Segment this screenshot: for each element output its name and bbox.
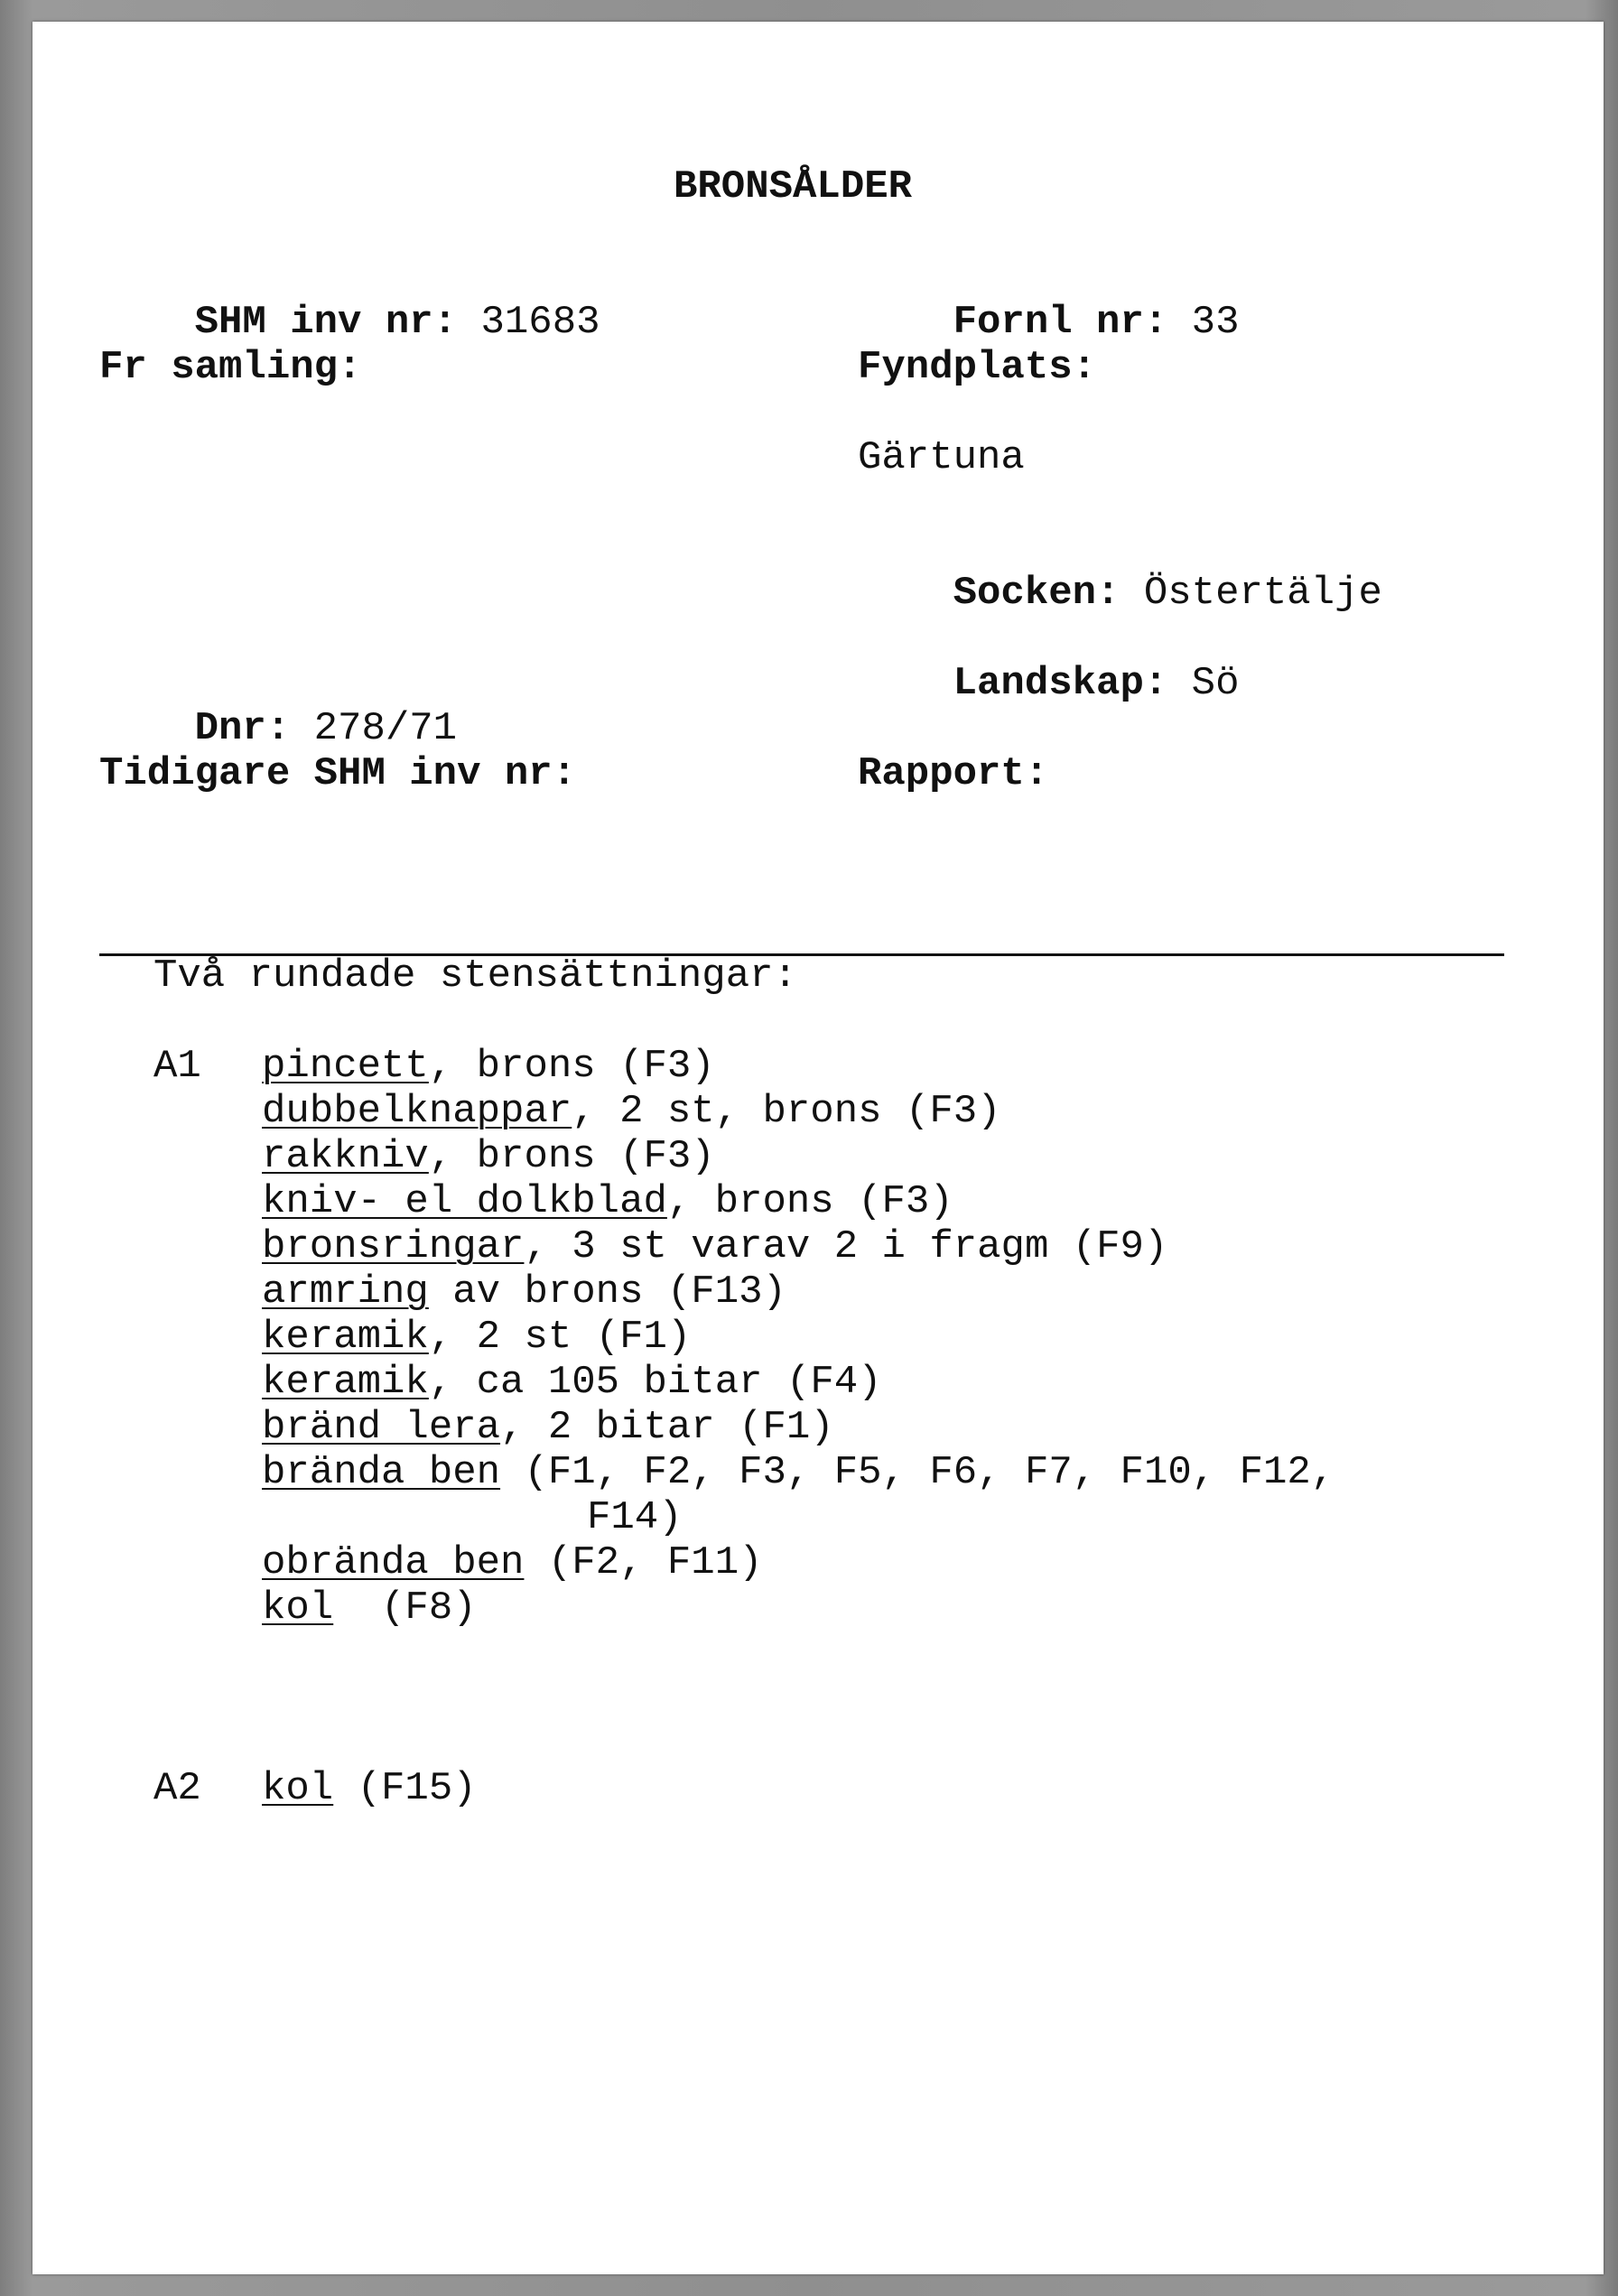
list-item	[262, 1134, 715, 1179]
list-item	[587, 1495, 683, 1540]
item-term: kol	[262, 1766, 334, 1811]
item-term: keramik	[262, 1315, 429, 1360]
item-detail: , 2 st, brons (F3)	[572, 1089, 1001, 1134]
list-item	[262, 1766, 477, 1811]
dnr-value: 278/71	[313, 706, 458, 751]
landskap-label: Landskap:	[953, 661, 1168, 706]
item-term: keramik	[262, 1360, 429, 1405]
item-term: brända ben	[262, 1450, 501, 1495]
a2-label: A2	[153, 1766, 201, 1811]
list-item	[262, 1540, 763, 1585]
item-term: bronsringar	[262, 1224, 525, 1269]
list-item	[262, 1450, 1334, 1495]
page-title: BRONSÅLDER	[674, 164, 913, 209]
list-item	[262, 1360, 882, 1405]
rapport-label: Rapport:	[858, 751, 1049, 796]
list-item	[262, 1044, 715, 1089]
item-detail: (F2, F11)	[524, 1540, 763, 1585]
item-term: rakkniv	[262, 1134, 429, 1179]
item-detail: (F8)	[333, 1585, 477, 1631]
landskap-value: Sö	[1191, 661, 1240, 706]
item-term: pincett	[262, 1044, 429, 1089]
a1-label: A1	[153, 1044, 201, 1089]
intro-text: Två rundade stensättningar:	[153, 953, 797, 999]
shm-inv-value: 31683	[480, 300, 600, 345]
socken-label: Socken:	[953, 571, 1121, 616]
item-detail: , 2 st (F1)	[428, 1315, 692, 1360]
landskap-field	[858, 616, 1239, 751]
item-detail: , ca 105 bitar (F4)	[428, 1360, 882, 1405]
list-item	[262, 1585, 477, 1631]
document-page	[33, 22, 1604, 2274]
list-item	[262, 1089, 1001, 1134]
item-detail: , brons (F3)	[428, 1134, 715, 1179]
item-detail: (F15)	[333, 1766, 477, 1811]
list-item	[262, 1224, 1167, 1269]
item-detail: (F1, F2, F3, F5, F6, F7, F10, F12,	[500, 1450, 1335, 1495]
item-term: obrända ben	[262, 1540, 525, 1585]
item-term: kol	[262, 1585, 334, 1631]
item-detail: , 3 st varav 2 i fragm (F9)	[524, 1224, 1168, 1269]
item-term: kniv- el dolkblad	[262, 1179, 667, 1224]
fyndplats-label: Fyndplats:	[858, 345, 1097, 390]
item-detail: , brons (F3)	[428, 1044, 715, 1089]
fyndplats-value: Gärtuna	[858, 435, 1025, 480]
fornl-label: Fornl nr:	[953, 300, 1168, 345]
item-detail: , brons (F3)	[666, 1179, 953, 1224]
list-item	[262, 1315, 691, 1360]
item-detail: av brons (F13)	[428, 1269, 786, 1315]
shm-inv-label: SHM inv nr:	[194, 300, 458, 345]
tidigare-shm-label: Tidigare SHM inv nr:	[99, 751, 577, 796]
socken-value: Östertälje	[1143, 571, 1382, 616]
item-detail: F14)	[587, 1495, 683, 1540]
item-term: armring	[262, 1269, 429, 1315]
list-item	[262, 1405, 834, 1450]
fornl-value: 33	[1191, 300, 1240, 345]
list-item	[262, 1179, 953, 1224]
item-term: bränd lera	[262, 1405, 501, 1450]
list-item	[262, 1269, 786, 1315]
fr-samling-label: Fr samling:	[99, 345, 362, 390]
dnr-label: Dnr:	[194, 706, 291, 751]
item-detail: , 2 bitar (F1)	[500, 1405, 834, 1450]
item-term: dubbelknappar	[262, 1089, 572, 1134]
